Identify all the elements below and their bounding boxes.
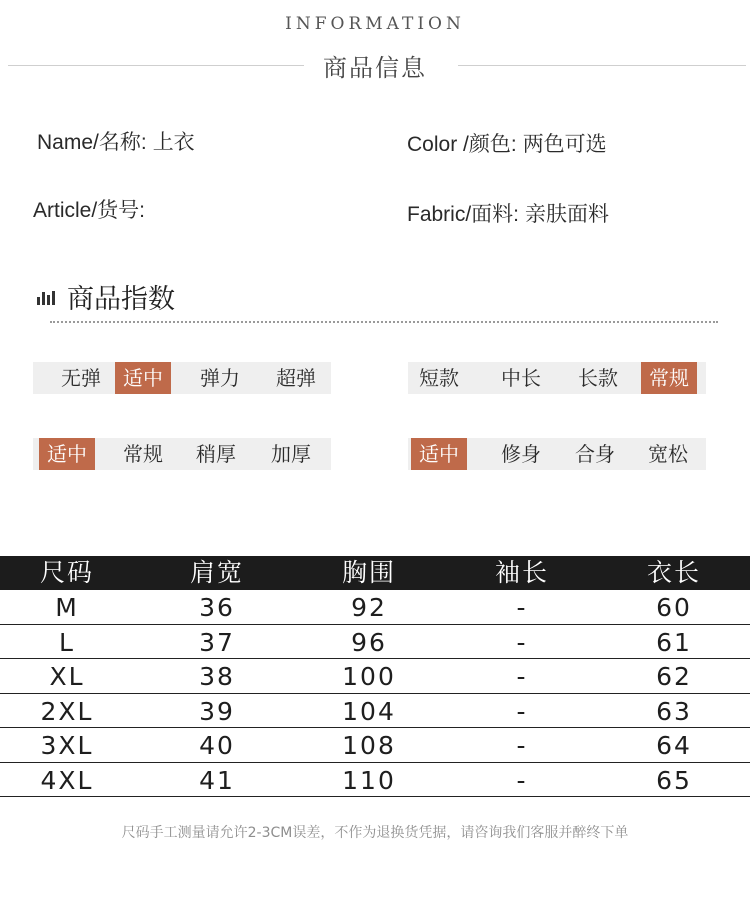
table-cell: 65: [656, 765, 692, 795]
scale-option: 超弹: [276, 366, 316, 390]
info-name-label: Name/名称:: [37, 131, 147, 154]
table-cell: -: [516, 731, 528, 760]
size-table-header-cell: 胸围: [341, 558, 397, 587]
table-row: [0, 590, 750, 625]
size-table-header-cell: 肩宽: [189, 558, 245, 587]
info-name-value: 上衣: [152, 130, 195, 154]
size-table-header-cell: 袖长: [494, 558, 550, 587]
header-title-cn: 商品信息: [323, 54, 427, 82]
bar-chart-icon: [37, 291, 55, 305]
scale-elasticity: [33, 362, 331, 394]
info-fabric: [407, 198, 609, 228]
scale-option: 无弹: [61, 366, 101, 390]
table-cell: 108: [342, 731, 396, 760]
scale-option: 合身: [575, 442, 615, 466]
size-table: [0, 556, 750, 797]
table-cell: -: [516, 662, 528, 691]
table-cell: -: [516, 627, 528, 657]
table-cell: 4XL: [40, 765, 94, 795]
table-cell: 100: [342, 662, 396, 691]
table-cell: 104: [342, 696, 396, 726]
table-cell: 37: [199, 627, 235, 657]
table-cell: 92: [351, 593, 387, 622]
size-table-body: [0, 590, 750, 797]
table-cell: 40: [199, 731, 235, 760]
table-cell: 3XL: [40, 731, 94, 760]
table-cell: 62: [656, 662, 692, 691]
info-color-label: Color /颜色:: [407, 133, 517, 156]
header-divider-right: [458, 65, 746, 66]
size-table-header-cell: 衣长: [646, 558, 702, 587]
header-title-row: [0, 48, 750, 80]
table-cell: 38: [199, 662, 235, 691]
table-cell: -: [516, 765, 528, 795]
table-cell: 36: [199, 593, 235, 622]
scale-fit: [408, 438, 706, 470]
table-cell: 61: [656, 627, 692, 657]
table-cell: 64: [656, 731, 692, 760]
index-title: 商品指数: [67, 283, 175, 315]
table-cell: -: [516, 593, 528, 622]
scale-option: 常规: [641, 362, 697, 394]
table-row: [0, 728, 750, 763]
table-row: [0, 694, 750, 729]
table-cell: 39: [199, 696, 235, 726]
table-cell: -: [516, 696, 528, 726]
table-cell: 63: [656, 696, 692, 726]
scale-option: 宽松: [648, 442, 688, 466]
table-row: [0, 659, 750, 694]
scale-option: 长款: [578, 366, 618, 390]
info-fabric-value: 亲肤面料: [525, 202, 610, 226]
size-table-header: [0, 556, 750, 590]
table-cell: M: [55, 593, 79, 622]
header-title-en: INFORMATION: [285, 14, 465, 34]
table-cell: 96: [351, 627, 387, 657]
dotted-divider: [50, 321, 718, 323]
scale-option: 中长: [501, 366, 541, 390]
scale-option: 加厚: [271, 442, 311, 466]
table-row: [0, 625, 750, 660]
info-fabric-label: Fabric/面料:: [407, 203, 520, 226]
table-cell: 110: [342, 765, 396, 795]
index-section-title: [37, 279, 175, 313]
info-color: [407, 128, 607, 158]
table-cell: L: [59, 627, 75, 657]
scale-option: 适中: [39, 438, 95, 470]
info-name: [37, 126, 195, 156]
table-cell: 41: [199, 765, 235, 795]
table-cell: 2XL: [40, 696, 94, 726]
scale-option: 适中: [115, 362, 171, 394]
scale-thickness: [33, 438, 331, 470]
table-row: [0, 763, 750, 798]
size-table-header-cell: 尺码: [39, 558, 95, 587]
info-article-label: Article/货号:: [33, 199, 146, 222]
scale-option: 修身: [501, 442, 541, 466]
table-cell: XL: [49, 662, 85, 691]
scale-length: [408, 362, 706, 394]
info-color-value: 两色可选: [522, 132, 607, 156]
scale-option: 常规: [123, 442, 163, 466]
info-article: [33, 194, 151, 224]
scale-option: 稍厚: [196, 442, 236, 466]
scale-option: 弹力: [200, 366, 240, 390]
measurement-note: 尺码手工测量请允许2-3CM误差，不作为退换货凭据，请咨询我们客服并醉终下单: [121, 825, 629, 841]
table-cell: 60: [656, 593, 692, 622]
scale-option: 短款: [419, 366, 459, 390]
scale-option: 适中: [411, 438, 467, 470]
